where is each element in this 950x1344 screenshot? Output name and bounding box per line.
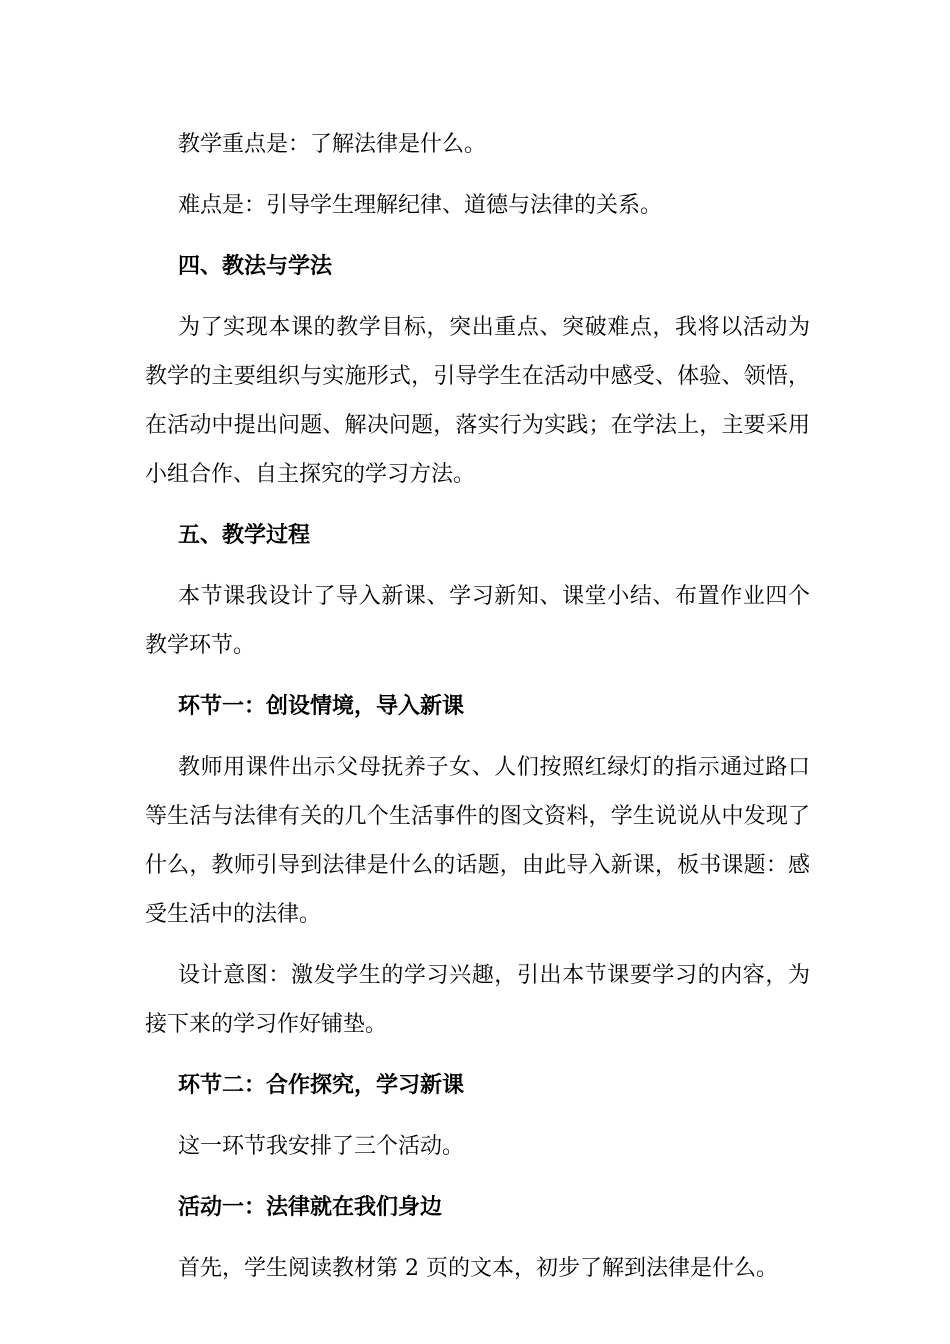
document-body xyxy=(145,120,810,1293)
paragraph-methods: 为了实现本课的教学目标，突出重点、突破难点，我将以活动为教学的主要组织与实施形式，引导学生在活动中感受、体验、领悟，在活动中提出问题、解决问题，落实行为实践；在学法上，主要采用小组合作、自主探究的学习方法。 xyxy=(145,315,810,487)
paragraph-step-one: 教师用课件出示父母抚养子女、人们按照红绿灯的指示通过路口等生活与法律有关的几个生活事件的图文资料，学生说说从中发现了什么，教师引导到法律是什么的话题，由此导入新课，板书课题：感受生活中的法律。 xyxy=(145,755,810,927)
paragraph-process: 本节课我设计了导入新课、学习新知、课堂小结、布置作业四个教学环节。 xyxy=(145,584,810,658)
paragraph-step-two: 这一环节我安排了三个活动。 xyxy=(178,1134,465,1159)
paragraph-activity-one: 首先，学生阅读教材第 2 页的文本，初步了解到法律是什么。 xyxy=(178,1256,778,1281)
paragraph-key-point: 教学重点是：了解法律是什么。 xyxy=(178,132,487,157)
heading-step-two: 环节二：合作探究，学习新课 xyxy=(178,1073,465,1098)
paragraph-design-intent: 设计意图：激发学生的学习兴趣，引出本节课要学习的内容，为接下来的学习作好铺垫。 xyxy=(145,963,810,1037)
heading-methods: 四、教法与学法 xyxy=(178,254,333,279)
heading-step-one: 环节一：创设情境，导入新课 xyxy=(178,694,465,719)
heading-process: 五、教学过程 xyxy=(178,523,311,548)
paragraph-difficulty: 难点是：引导学生理解纪律、道德与法律的关系。 xyxy=(178,193,663,218)
heading-activity-one: 活动一：法律就在我们身边 xyxy=(178,1195,443,1220)
